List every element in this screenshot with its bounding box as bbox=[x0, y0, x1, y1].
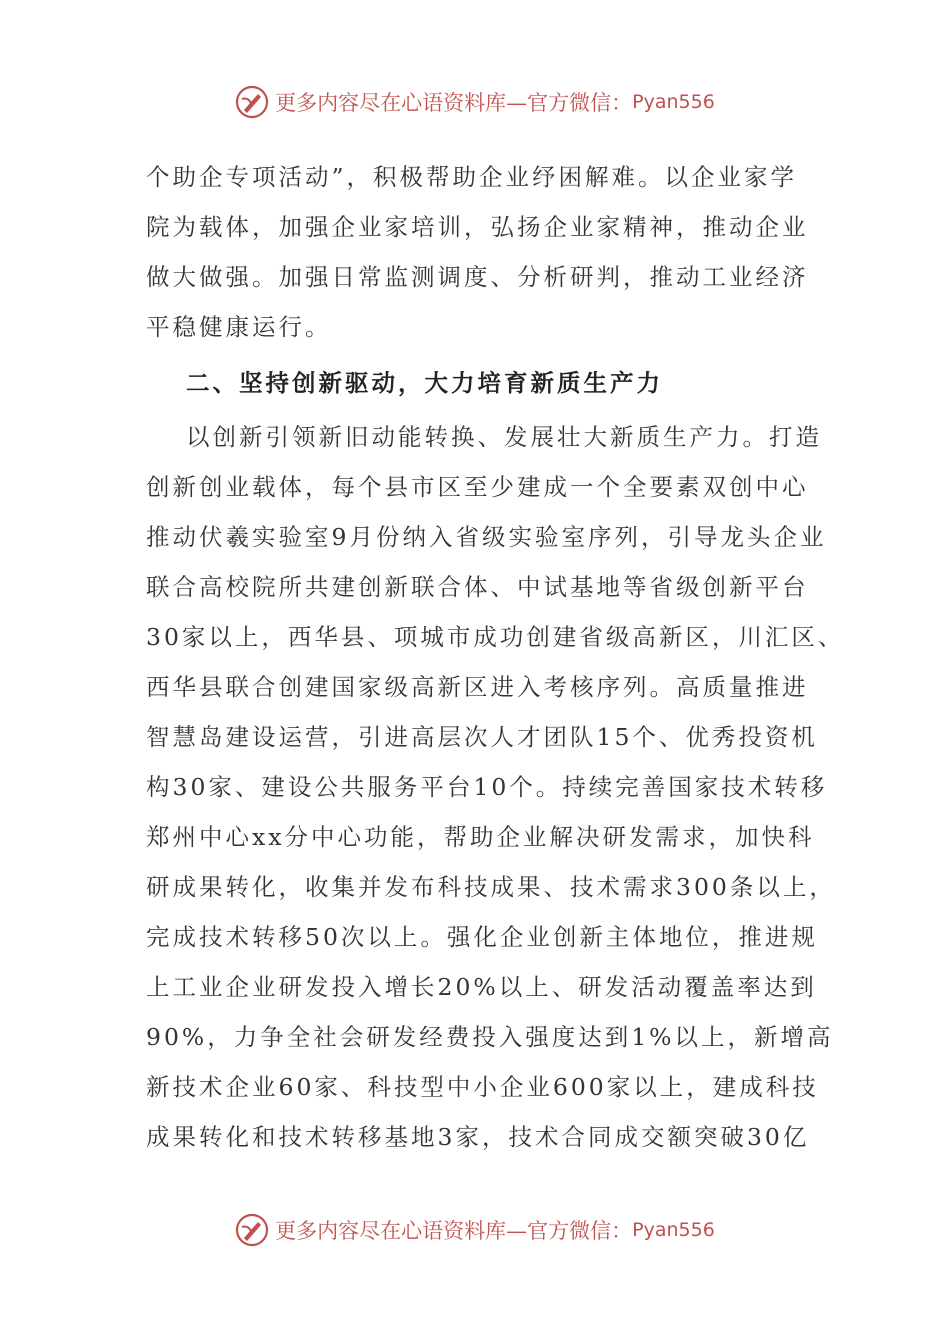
text-line: 以创新引领新旧动能转换、发展壮大新质生产力。打造 bbox=[186, 423, 822, 451]
text-line: 平稳健康运行。 bbox=[146, 313, 332, 341]
text-line: 郑州中心xx分中心功能，帮助企业解决研发需求，加快科 bbox=[146, 823, 815, 851]
banner-wechat-id: Pyan556 bbox=[632, 1219, 715, 1241]
text-line: 完成技术转移50次以上。强化企业创新主体地位，推进规 bbox=[146, 923, 818, 951]
text-line: 上工业企业研发投入增长20%以上、研发活动覆盖率达到 bbox=[146, 973, 817, 1001]
banner-text: 更多内容尽在心语资料库—官方微信： bbox=[275, 91, 633, 115]
text-line: 推动伏羲实验室9月份纳入省级实验室序列，引导龙头企业 bbox=[146, 523, 827, 551]
text-line: 做大做强。加强日常监测调度、分析研判，推动工业经济 bbox=[146, 263, 809, 291]
banner-wechat-id: Pyan556 bbox=[632, 91, 715, 113]
text-line: 构30家、建设公共服务平台10个。持续完善国家技术转移 bbox=[146, 773, 828, 801]
text-line: 成果转化和技术转移基地3家，技术合同成交额突破30亿 bbox=[146, 1123, 810, 1151]
text-line: 院为载体，加强企业家培训，弘扬企业家精神，推动企业 bbox=[146, 213, 809, 241]
pen-seal-logo-icon bbox=[235, 1213, 269, 1247]
banner-text: 更多内容尽在心语资料库—官方微信： bbox=[275, 1219, 633, 1243]
text-line: 联合高校院所共建创新联合体、中试基地等省级创新平台 bbox=[146, 573, 809, 601]
text-line: 个助企专项活动”，积极帮助企业纾困解难。以企业家学 bbox=[146, 163, 798, 191]
text-line: 研成果转化，收集并发布科技成果、技术需求300条以上， bbox=[146, 873, 836, 901]
text-line: 90%，力争全社会研发经费投入强度达到1%以上，新增高 bbox=[146, 1023, 834, 1051]
pen-seal-logo-icon bbox=[235, 85, 269, 119]
document-body bbox=[146, 152, 845, 1162]
text-line: 30家以上，西华县、项城市成功创建省级高新区，川汇区、 bbox=[146, 623, 845, 651]
text-line: 西华县联合创建国家级高新区进入考核序列。高质量推进 bbox=[146, 673, 809, 701]
text-line: 创新创业载体，每个县市区至少建成一个全要素双创中心 bbox=[146, 473, 809, 501]
footer-watermark-banner bbox=[0, 1210, 950, 1250]
section-heading: 二、坚持创新驱动，大力培育新质生产力 bbox=[186, 369, 663, 397]
header-watermark-banner bbox=[0, 82, 950, 122]
text-line: 新技术企业60家、科技型中小企业600家以上，建成科技 bbox=[146, 1073, 819, 1101]
text-line: 智慧岛建设运营，引进高层次人才团队15个、优秀投资机 bbox=[146, 723, 818, 751]
